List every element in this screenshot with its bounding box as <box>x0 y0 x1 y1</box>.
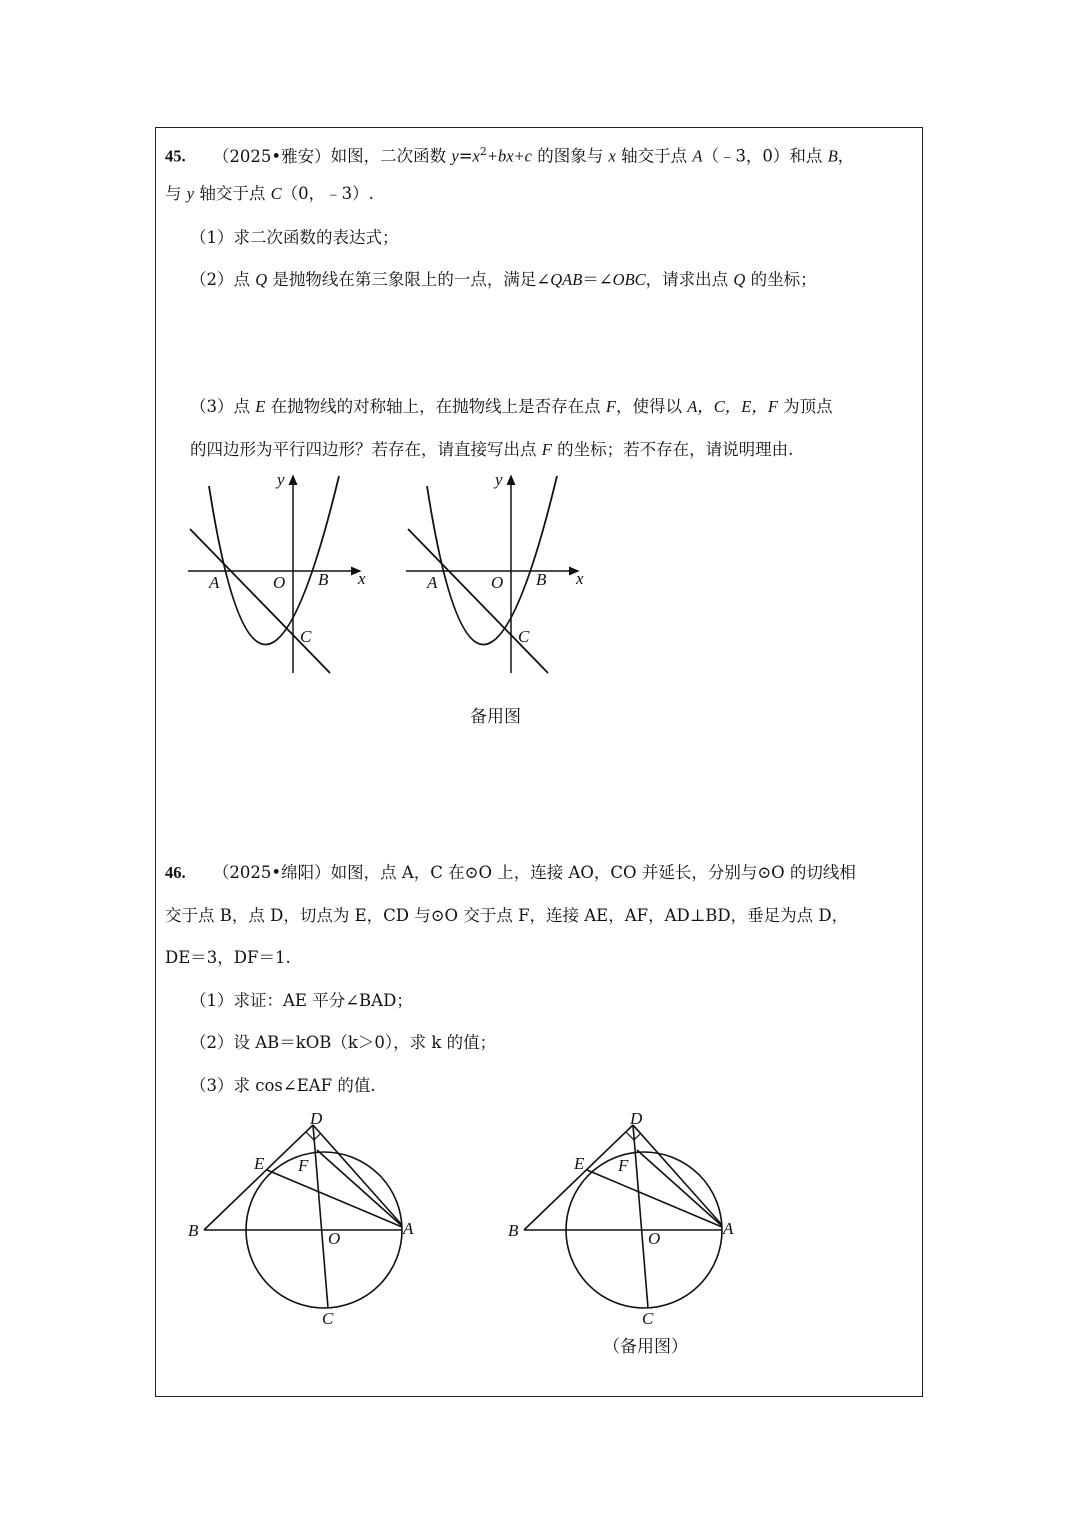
q45-part2 <box>190 269 817 291</box>
label-c: C <box>300 627 312 646</box>
label-c: C <box>322 1309 334 1328</box>
label-y: y <box>495 470 503 489</box>
label-a: A <box>427 573 438 592</box>
q45-var: A <box>692 146 703 166</box>
q45-var: A，C，E，F <box>687 397 778 416</box>
label-b: B <box>318 570 329 589</box>
q45-text: 轴交于点 <box>615 146 693 166</box>
q45-backup-caption: 备用图 <box>470 707 521 727</box>
label-e: E <box>254 1154 265 1173</box>
q46-part3: （3）求 cos∠EAF 的值. <box>190 1076 376 1095</box>
q46-stem-line1 <box>165 862 856 884</box>
q45-stem-line2 <box>165 183 374 205</box>
q46-source: （2025•绵阳） <box>212 863 331 882</box>
q46-circle-figure <box>180 1108 430 1333</box>
label-x: x <box>576 569 584 588</box>
q45-var: y <box>186 184 195 203</box>
q46-backup-caption: （备用图） <box>603 1337 688 1357</box>
label-b: B <box>508 1221 519 1240</box>
label-y: y <box>277 470 285 489</box>
parabola-curve <box>209 476 339 645</box>
parabola-curve <box>427 476 557 645</box>
q45-text: ，请求出点 <box>645 270 734 289</box>
q45-text: （﹣3，0）和点 <box>702 146 828 166</box>
q45-text: ， <box>837 146 855 166</box>
label-x: x <box>358 569 366 588</box>
q45-part1: （1）求二次函数的表达式； <box>190 228 399 247</box>
q45-text: 的坐标； <box>745 270 817 289</box>
segment-da <box>313 1125 402 1225</box>
label-a: A <box>403 1219 414 1238</box>
q45-var: OBC <box>612 270 646 289</box>
q45-source: （2025•雅安） <box>212 146 331 166</box>
q46-stem-line3: DE＝3，DF＝1. <box>165 948 291 967</box>
label-b: B <box>536 570 547 589</box>
label-c: C <box>518 627 530 646</box>
q45-text: ＝∠ <box>582 270 613 289</box>
q45-part3-line2 <box>190 439 793 461</box>
label-b: B <box>188 1221 199 1240</box>
q45-text: 如图，二次函数 <box>330 146 452 166</box>
q45-stem-line1 <box>165 141 854 168</box>
label-f: F <box>618 1156 629 1175</box>
label-o: O <box>491 573 504 592</box>
q45-exponent: 2 <box>479 145 487 158</box>
segment-bd <box>524 1125 633 1230</box>
q45-text: 与 <box>165 184 187 203</box>
q45-text: （2）点 <box>190 270 256 289</box>
q45-text: = <box>458 146 473 166</box>
q45-var: y <box>451 146 459 166</box>
line-ac <box>408 529 548 673</box>
q45-text: 的图象与 <box>532 146 609 166</box>
q45-number: 45. <box>165 146 186 166</box>
q45-text: 轴交于点 <box>194 184 271 203</box>
label-d: D <box>310 1109 323 1128</box>
q45-var: E <box>255 397 266 416</box>
q45-text: （0，﹣3）. <box>281 184 374 203</box>
q45-var: QAB <box>550 270 583 289</box>
label-f: F <box>298 1156 309 1175</box>
q45-var: +bx+c <box>486 146 533 166</box>
q45-var: F <box>605 397 616 416</box>
q46-part1: （1）求证：AE 平分∠BAD； <box>190 991 413 1010</box>
q45-var: C <box>270 184 282 203</box>
q45-var: x <box>472 146 480 166</box>
q45-var: Q <box>733 270 746 289</box>
q45-text: 为顶点 <box>777 397 833 416</box>
q45-var: B <box>827 146 838 166</box>
label-o: O <box>328 1229 341 1248</box>
q46-number: 46. <box>165 863 186 882</box>
q46-stem-text1: 如图，点 A，C 在⊙O 上，连接 AO，CO 并延长，分别与⊙O 的切线相 <box>330 863 856 882</box>
label-a: A <box>723 1219 734 1238</box>
q46-stem-line2: 交于点 B，点 D，切点为 E，CD 与⊙O 交于点 F，连接 AE，AF，AD⊥BD，垂足为点 D， <box>165 906 849 925</box>
label-a: A <box>209 573 220 592</box>
q45-text: 在抛物线的对称轴上，在抛物线上是否存在点 <box>265 397 606 416</box>
label-o: O <box>273 573 286 592</box>
q45-text: 的四边形为平行四边形？若存在，请直接写出点 <box>190 440 542 459</box>
q45-var: F <box>541 440 552 459</box>
q45-text: 是抛物线在第三象限上的一点，满足∠ <box>267 270 551 289</box>
q46-circle-backup-figure <box>500 1108 750 1333</box>
q45-text: （3）点 <box>190 397 256 416</box>
q45-parabola-backup-figure <box>398 468 598 683</box>
q45-part3-line1 <box>190 396 833 418</box>
q46-part2: （2）设 AB＝kOB（k＞0），求 k 的值； <box>190 1033 497 1052</box>
q45-var: x <box>608 146 616 166</box>
segment-da <box>633 1125 722 1225</box>
q45-var: Q <box>255 270 268 289</box>
q45-text: ，使得以 <box>615 397 688 416</box>
q45-text: 的坐标；若不存在，请说明理由. <box>551 440 794 459</box>
segment-bd <box>204 1125 313 1230</box>
line-ac <box>190 529 330 673</box>
label-e: E <box>574 1154 585 1173</box>
label-c: C <box>642 1309 654 1328</box>
q45-parabola-figure <box>180 468 380 683</box>
label-d: D <box>630 1109 643 1128</box>
label-o: O <box>648 1229 661 1248</box>
